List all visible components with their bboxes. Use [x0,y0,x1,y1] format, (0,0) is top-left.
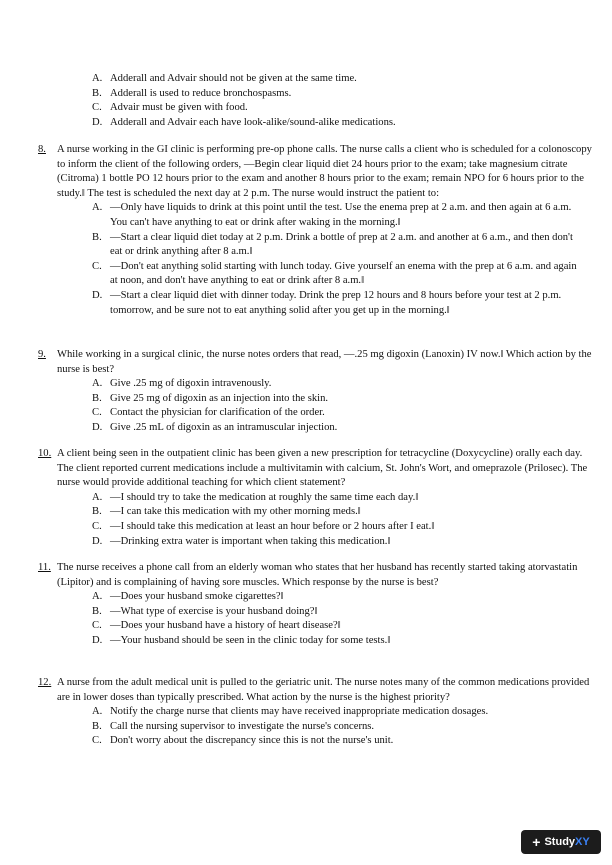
plus-icon: + [532,833,541,850]
option-d[interactable]: D. ―Drinking extra water is important when taking this medication.‖ [92,535,391,547]
question-11 [38,561,594,649]
question-options [92,201,584,318]
q7-option-c[interactable]: C. Advair must be given with food. [92,102,248,114]
question-number: 12. [38,677,52,688]
option-d[interactable]: D. ―Start a clear liquid diet with dinner today. Drink the prep 12 hours and 8 hours before your test at 2 p.m. tomorrow, and be sure not to eat anything solid after you get up in the morning.‖ [92,289,562,316]
question-options [92,705,584,749]
option-a[interactable]: A. ―I should try to take the medication at roughly the same time each day.‖ [92,491,419,503]
option-c[interactable]: C. Don't worry about the discrepancy since this is not the nurse's unit. [92,735,394,747]
q7-option-d[interactable]: D. Adderall and Advair each have look-alike/sound-alike medications. [92,116,396,128]
option-d[interactable]: D. ―Your husband should be seen in the clinic today for some tests.‖ [92,634,391,646]
option-a[interactable]: A. Notify the charge nurse that clients may have received inappropriate medication dosages. [92,706,489,718]
brand-xy: XY [575,835,590,848]
question-stem: A client being seen in the outpatient clinic has been given a new prescription for tetracycline (Doxycycline) orally each day. The client reported current medications include a multivitamin with calcium, St. John's Wort, and omeprazole (Prilosec). The nurse would provide additional teaching for which client statement? [57,448,588,489]
question-8 [38,143,594,318]
q7-options [92,72,592,130]
question-number: 9. [38,349,46,360]
question-10 [38,447,594,549]
q7-option-b[interactable]: B. Adderall is used to reduce bronchospasms. [92,87,292,99]
option-b[interactable]: B. Give 25 mg of digoxin as an injection into the skin. [92,392,329,404]
option-c[interactable]: C. ―Don't eat anything solid starting with lunch today. Give yourself an enema with the prep at 6 a.m. and again at noon, and don't have anything to eat or drink after 8 a.m.‖ [92,260,577,287]
question-number: 10. [38,448,52,459]
question-number: 11. [38,562,51,573]
option-b[interactable]: B. Call the nursing supervisor to investigate the nurse's concerns. [92,720,375,732]
question-options [92,377,584,435]
question-stem: While working in a surgical clinic, the nurse notes orders that read, ―.25 mg digoxin (Lanoxin) IV now.‖ Which action by the nurse is best? [57,349,592,375]
question-stem: A nurse from the adult medical unit is pulled to the geriatric unit. The nurse notes many of the common medications provided are in lower doses than typically prescribed. What action by the nurse is the highest priority? [57,677,590,703]
option-b[interactable]: B. ―I can take this medication with my other morning meds.‖ [92,506,361,518]
option-c[interactable]: C. Contact the physician for clarification of the order. [92,407,325,419]
option-d[interactable]: D. Give .25 mL of digoxin as an intramuscular injection. [92,421,338,433]
question-stem: The nurse receives a phone call from an elderly woman who states that her husband has recently started taking atorvastatin (Lipitor) and is complaining of having sore muscles. Which response by the nurse is best? [57,562,578,588]
option-a[interactable]: A. ―Does your husband smoke cigarettes?‖ [92,591,284,603]
question-options [92,590,584,648]
option-c[interactable]: C. ―I should take this medication at least an hour before or 2 hours after I eat.‖ [92,520,435,532]
option-c[interactable]: C. ―Does your husband have a history of heart disease?‖ [92,620,341,632]
brand-study: Study [544,835,576,848]
question-stem: A nurse working in the GI clinic is performing pre-op phone calls. The nurse calls a client who is scheduled for a colonoscopy to inform the client of the following orders, ―Begin clear liquid diet 24 hours prior to the exam; take magnesium citrate (Citroma) 1 bottle PO 12 hours prior to the exam and another 8 hours prior to the exam; remain NPO for 6 hours prior to the study.‖ The test is scheduled the next day at 2 p.m. The nurse would instruct the patient to: [57,144,592,199]
question-number: 8. [38,144,46,155]
option-b[interactable]: B. ―Start a clear liquid diet today at 2 p.m. Drink a bottle of prep at 2 a.m. and another at 6 a.m., and then don't eat or drink anything after 8 a.m.‖ [92,231,573,258]
question-9 [38,348,594,436]
q7-option-a[interactable]: A. Adderall and Advair should not be given at the same time. [92,73,357,84]
question-12 [38,676,594,749]
option-a[interactable]: A. Give .25 mg of digoxin intravenously. [92,378,272,390]
option-b[interactable]: B. ―What type of exercise is your husband doing?‖ [92,605,318,617]
option-a[interactable]: A. ―Only have liquids to drink at this point until the test. Use the enema prep at 2 a.m. and then again at 6 a.m. You can't have anything to eat or drink after waking in the morning.‖ [92,202,572,228]
question-options [92,491,584,549]
studyxy-badge[interactable] [521,830,601,854]
